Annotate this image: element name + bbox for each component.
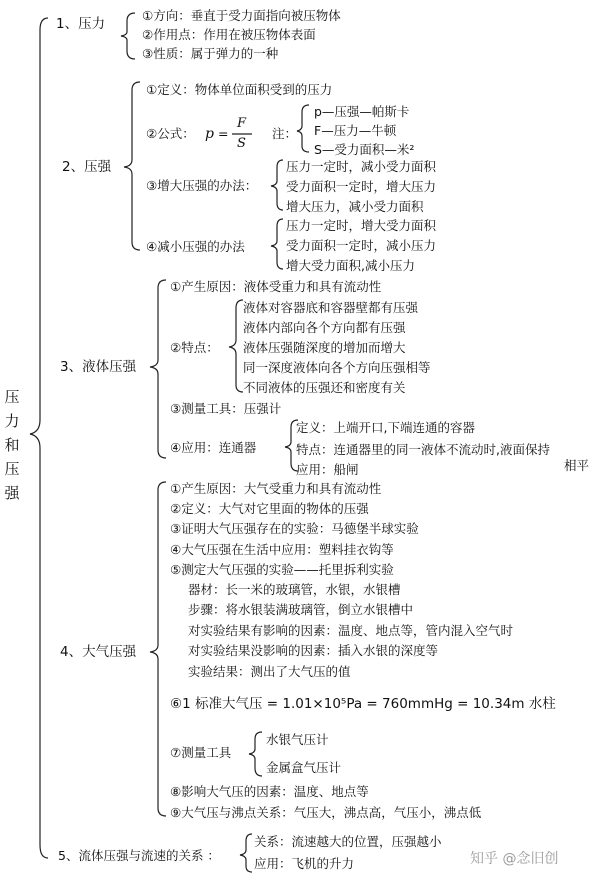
s3-app-item-cont: 相平	[564, 458, 590, 473]
formula-p: p	[205, 126, 214, 142]
s2-increase-item: 压力一定时，减小受力面积	[286, 159, 437, 174]
s1-item: ②作用点：作用在被压物体表面	[142, 27, 316, 42]
s4-boiling: ⑨大气压与沸点关系：气压大，沸点高，气压小，沸点低	[170, 805, 482, 820]
s4-subitem: 器材：长一米的玻璃管，水银，水银槽	[188, 582, 401, 597]
section-title-pressure: 1、压力	[56, 16, 106, 32]
s3-app-item: 定义：上端开口,下端连通的容器	[296, 420, 475, 435]
s3-feature: 液体压强随深度的增加而增大	[243, 340, 406, 355]
s2-definition: ①定义：物体单位面积受到的压力	[146, 82, 333, 97]
s1-item: ③性质：属于弹力的一种	[142, 46, 279, 61]
section-title-stress: 2、压强	[62, 159, 112, 175]
s5-item: 关系：流速越大的位置，压强越小	[254, 834, 442, 849]
s5-item: 应用：飞机的升力	[254, 856, 355, 871]
s4-subitem: 对实验结果没影响的因素：插入水银的深度等	[188, 643, 439, 658]
s2-decrease-item: 压力一定时，增大受力面积	[286, 218, 437, 233]
s2-increase-item: 受力面积一定时，增大压力	[286, 179, 437, 194]
s3-app-label: ④应用：连通器	[170, 440, 257, 455]
section-title-liquid: 3、液体压强	[60, 359, 137, 375]
s2-note: S—受力面积—米²	[314, 142, 415, 157]
s4-subitem: 实验结果：测出了大气压的值	[188, 664, 351, 679]
s4-item: ②定义：大气对它里面的物体的压强	[170, 501, 369, 516]
formula-eq: =	[218, 126, 229, 141]
s2-formula-label: ②公式：	[146, 126, 195, 141]
s4-subitem: 对实验结果有影响的因素：温度、地点等，管内混入空气时	[188, 623, 514, 638]
s3-app-item: 特点：连通器里的同一液体不流动时,液面保持	[296, 442, 550, 457]
s3-app-item: 应用：船闸	[296, 462, 359, 477]
section-title-atmospheric: 4、大气压强	[60, 644, 137, 660]
s2-note: p—压强—帕斯卡	[314, 104, 410, 119]
s4-factor: ⑧影响大气压的因素：温度、地点等	[170, 784, 369, 799]
s4-item: ①产生原因：大气受重力和具有流动性	[170, 481, 382, 496]
s4-item: ④大气压强在生活中应用：塑料挂衣钩等	[170, 542, 394, 557]
s3-feature: 液体对容器底和容器壁都有压强	[243, 300, 419, 315]
formula-numerator: F	[237, 116, 247, 131]
s4-item: ③证明大气压强存在的实验：马德堡半球实验	[170, 521, 419, 536]
s3-feature: 不同液体的压强还和密度有关	[243, 380, 406, 395]
watermark: 知乎 @念旧创	[470, 851, 559, 867]
s4-tool: 金属盒气压计	[266, 760, 342, 775]
s4-item: ⑤测定大气压强的实验——托里拆利实验	[170, 562, 394, 577]
s2-decrease-item: 受力面积一定时，减小压力	[286, 238, 437, 253]
s3-cause: ①产生原因：液体受重力和具有流动性	[170, 279, 382, 294]
formula-denominator: S	[237, 136, 246, 151]
s4-standard-atm: ⑥1 标准大气压 = 1.01×10⁵Pa = 760mmHg = 10.34m 水柱	[170, 696, 556, 712]
s4-tool-label: ⑦测量工具	[170, 745, 232, 760]
s1-item: ①方向：垂直于受力面指向被压物体	[142, 8, 341, 23]
s3-feature-label: ②特点：	[170, 340, 219, 355]
s3-measure: ③测量工具：压强计	[170, 401, 282, 416]
s2-decrease-label: ④减小压强的办法	[146, 239, 245, 254]
s4-subitem: 步骤：将水银装满玻璃管，倒立水银槽中	[188, 602, 414, 617]
s4-tool: 水银气压计	[266, 732, 329, 747]
s2-increase-label: ③增大压强的办法：	[146, 178, 258, 193]
s2-increase-item: 增大压力，减小受力面积	[286, 199, 424, 214]
s2-note-label: 注：	[272, 126, 298, 141]
s3-feature: 同一深度液体向各个方向压强相等	[243, 360, 431, 375]
section-title-fluid: 5、流体压强与流速的关系 ：	[58, 848, 220, 863]
s3-feature: 液体内部向各个方向都有压强	[243, 320, 406, 335]
s2-decrease-item: 增大受力面积,减小压力	[286, 258, 415, 273]
s2-note: F—压力—牛顿	[314, 123, 397, 138]
root-title: 压 力 和 压 强	[4, 388, 20, 502]
